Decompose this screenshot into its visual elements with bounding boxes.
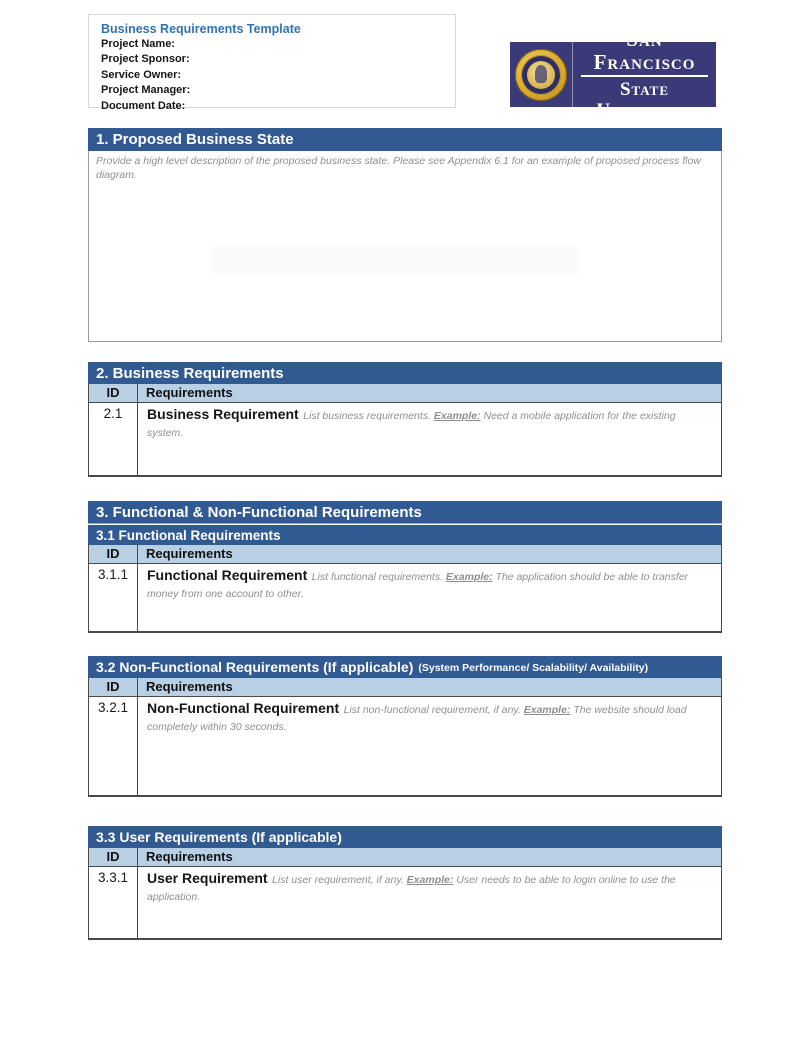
field-service-owner: Service Owner: [101, 68, 182, 81]
requirement-id: 3.2.1 [89, 697, 138, 795]
example-text: The application should be able to transfer money from one account to other. [147, 571, 689, 600]
requirement-name: Non-Functional Requirement [147, 700, 340, 716]
id-column-header: ID [89, 848, 138, 866]
university-name [573, 28, 716, 121]
requirements-column-header: Requirements [146, 849, 233, 864]
example-label: Example: [406, 874, 454, 886]
requirement-hint: List non-functional requirement, if any. [343, 704, 524, 716]
requirement-name: Functional Requirement [147, 567, 308, 583]
field-document-date: Document Date: [101, 99, 186, 112]
project-info-box [88, 14, 456, 112]
requirement-cell [138, 697, 721, 795]
watermark [209, 246, 579, 274]
section-3-2-column-headers [88, 678, 722, 697]
example-text: Need a mobile application for the existing system. [147, 410, 676, 439]
logo-divider [581, 75, 708, 77]
section-2-column-headers [88, 384, 722, 403]
table-row [88, 697, 722, 797]
requirement-cell [138, 867, 721, 938]
table-row [88, 403, 722, 477]
section-3-3-header: 3.3 User Requirements (If applicable) [88, 826, 722, 848]
section-1-header: 1. Proposed Business State [88, 128, 722, 151]
requirement-hint: List user requirement, if any. [272, 874, 407, 886]
section-3-2-note: (System Performance/ Scalability/ Availability) [418, 662, 649, 674]
field-project-sponsor: Project Sponsor: [101, 53, 190, 66]
section-3-1-column-headers [88, 545, 722, 564]
requirement-id: 3.3.1 [89, 867, 138, 938]
requirement-name: User Requirement [147, 870, 268, 886]
requirements-column-header: Requirements [146, 385, 233, 400]
table-row [88, 867, 722, 940]
example-text: User needs to be able to login online to use the application. [147, 874, 676, 903]
id-column-header: ID [89, 545, 138, 563]
university-logo [510, 27, 716, 121]
requirements-column-header: Requirements [146, 546, 233, 561]
document-title: Business Requirements Template [101, 22, 301, 36]
requirement-name: Business Requirement [147, 406, 299, 422]
university-name-line1: San Francisco [593, 27, 696, 74]
example-label: Example: [523, 704, 571, 716]
example-label: Example: [445, 571, 493, 583]
requirement-hint: List functional requirements. [311, 571, 446, 583]
requirement-cell [138, 564, 721, 631]
example-label: Example: [433, 410, 481, 422]
requirement-id: 2.1 [89, 403, 138, 475]
id-column-header: ID [89, 384, 138, 402]
section-2-header: 2. Business Requirements [88, 362, 722, 384]
section-3-3-column-headers [88, 848, 722, 867]
field-project-name: Project Name: [101, 38, 175, 50]
requirements-column-header: Requirements [146, 679, 233, 694]
field-project-manager: Project Manager: [101, 84, 191, 97]
seal-icon [515, 49, 567, 101]
section-3-2-header [88, 656, 722, 678]
section-1-body [88, 151, 722, 342]
section-3-1-header: 3.1 Functional Requirements [88, 525, 722, 545]
section-1-description: Provide a high level description of the proposed business state. Please see Appendix 6.1 for an example of proposed process flow diagram. [96, 155, 701, 181]
section-3-2-title: 3.2 Non-Functional Requirements (If applicable) [96, 659, 414, 675]
table-row [88, 564, 722, 633]
university-name-line2: State University [596, 79, 693, 121]
university-seal [510, 42, 573, 107]
example-text: The website should load completely within 30 seconds. [147, 704, 687, 733]
requirement-cell [138, 403, 721, 475]
id-column-header: ID [89, 678, 138, 696]
requirement-id: 3.1.1 [89, 564, 138, 631]
section-3-header: 3. Functional & Non-Functional Requirements [88, 501, 722, 524]
requirement-hint: List business requirements. [303, 410, 434, 422]
